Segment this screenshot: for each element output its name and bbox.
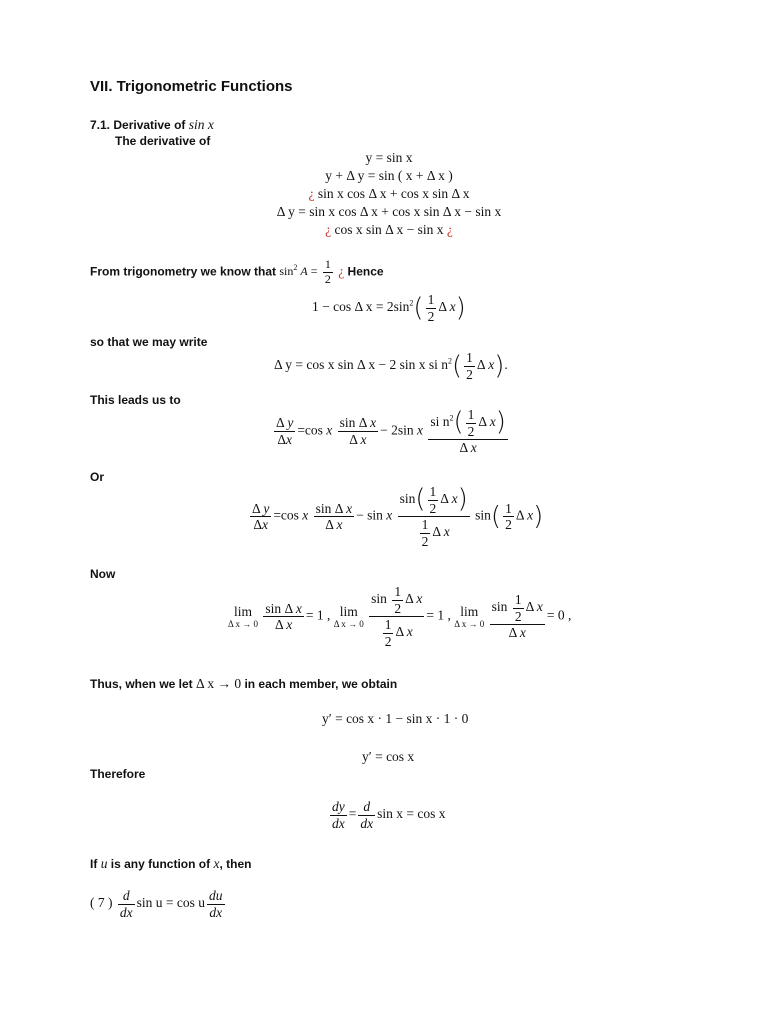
ratio-equation-1: $\frac{\text{Δ y}}{\Delta x}$ =cos x $\frac{\text{sin Δ x}}{\text{Δ x}}$ − 2sin x si $n^2$( $\frac{1}{2}$ Δ x) Δ x <box>276 407 506 456</box>
or-text: Or <box>90 470 105 484</box>
thus-sentence: Thus, when we let Δ x → 0 in each member, we obtain <box>90 676 398 691</box>
so-write-text: so that we may write <box>90 335 208 349</box>
glyph-mark: ¿ <box>308 186 315 201</box>
leads-text: This leads us to <box>90 393 181 407</box>
ratio-equation-2: $\frac{\text{Δ y}}{\Delta x}$ =cos x $\frac{\text{sin Δ x}}{\text{Δ x}}$ − sin x sin( $\frac{1}{2}$ Δ x) $\frac{1}{2}$ Δ x sin( $\frac{1}{2}$ Δ x) <box>252 484 544 549</box>
final-equation: $\frac{dy}{dx}$ = $\frac{d}{dx}$ sin x = cos x <box>332 799 446 831</box>
y-prime-equation-2: y′ = cos x <box>362 749 415 764</box>
derivation-line-1: y = sin x <box>365 150 413 165</box>
derivation-line-2: y + Δ y = sin ( x + Δ x ) <box>325 168 453 183</box>
y-prime-equation-1: y′ = cos x · 1 − sin x · 1 · 0 <box>322 711 469 726</box>
if-sentence: If u is any function of x, then <box>90 856 252 871</box>
now-text: Now <box>90 567 116 581</box>
section-label: Derivative of <box>113 118 186 132</box>
section-heading <box>90 117 214 133</box>
trig-sentence: From trigonometry we know that $\sin^2 A$ = $\frac{1}{2}$ ¿ Hence <box>90 257 384 286</box>
derivation-line-3: ¿ sin x cos Δ x + cos x sin Δ x <box>308 186 470 201</box>
derivation-line-5: ¿ cos x sin Δ x − sin x ¿ <box>325 222 453 237</box>
identity-equation: 1 − cos Δ $x = 2\sin^2$( $\frac{1}{2}$ Δ x) <box>312 292 466 324</box>
rule-seven-equation: ( 7 ) $\frac{d}{dx}$ sin u = cos u $\frac{du}{dx}$ <box>90 888 223 920</box>
intro-text: The derivative of <box>115 134 211 148</box>
therefore-text: Therefore <box>90 767 146 781</box>
derivation-line-4: Δ y = sin x cos Δ x + cos x sin Δ x − sin x <box>276 204 502 219</box>
limits-equation: lim Δ x → 0 $\frac{\text{sin Δ x}}{\text{Δ x}}$ = 1 , lim Δ x → 0 sin $\frac{1}{2}$ Δ x $\frac{1}{2}$ Δ x = 1 , lim Δ x → 0 sin $\frac{1}{2}$ Δ x Δ x = 0 , <box>228 584 572 649</box>
section-function: sin x <box>188 117 214 132</box>
dy-equation: Δ y = cos x sin Δ x − 2 sin x si $n^2$( $\frac{1}{2}$ Δ x). <box>274 350 508 382</box>
page-title: VII. Trigonometric Functions <box>90 78 293 95</box>
section-number: 7.1. <box>90 118 111 132</box>
